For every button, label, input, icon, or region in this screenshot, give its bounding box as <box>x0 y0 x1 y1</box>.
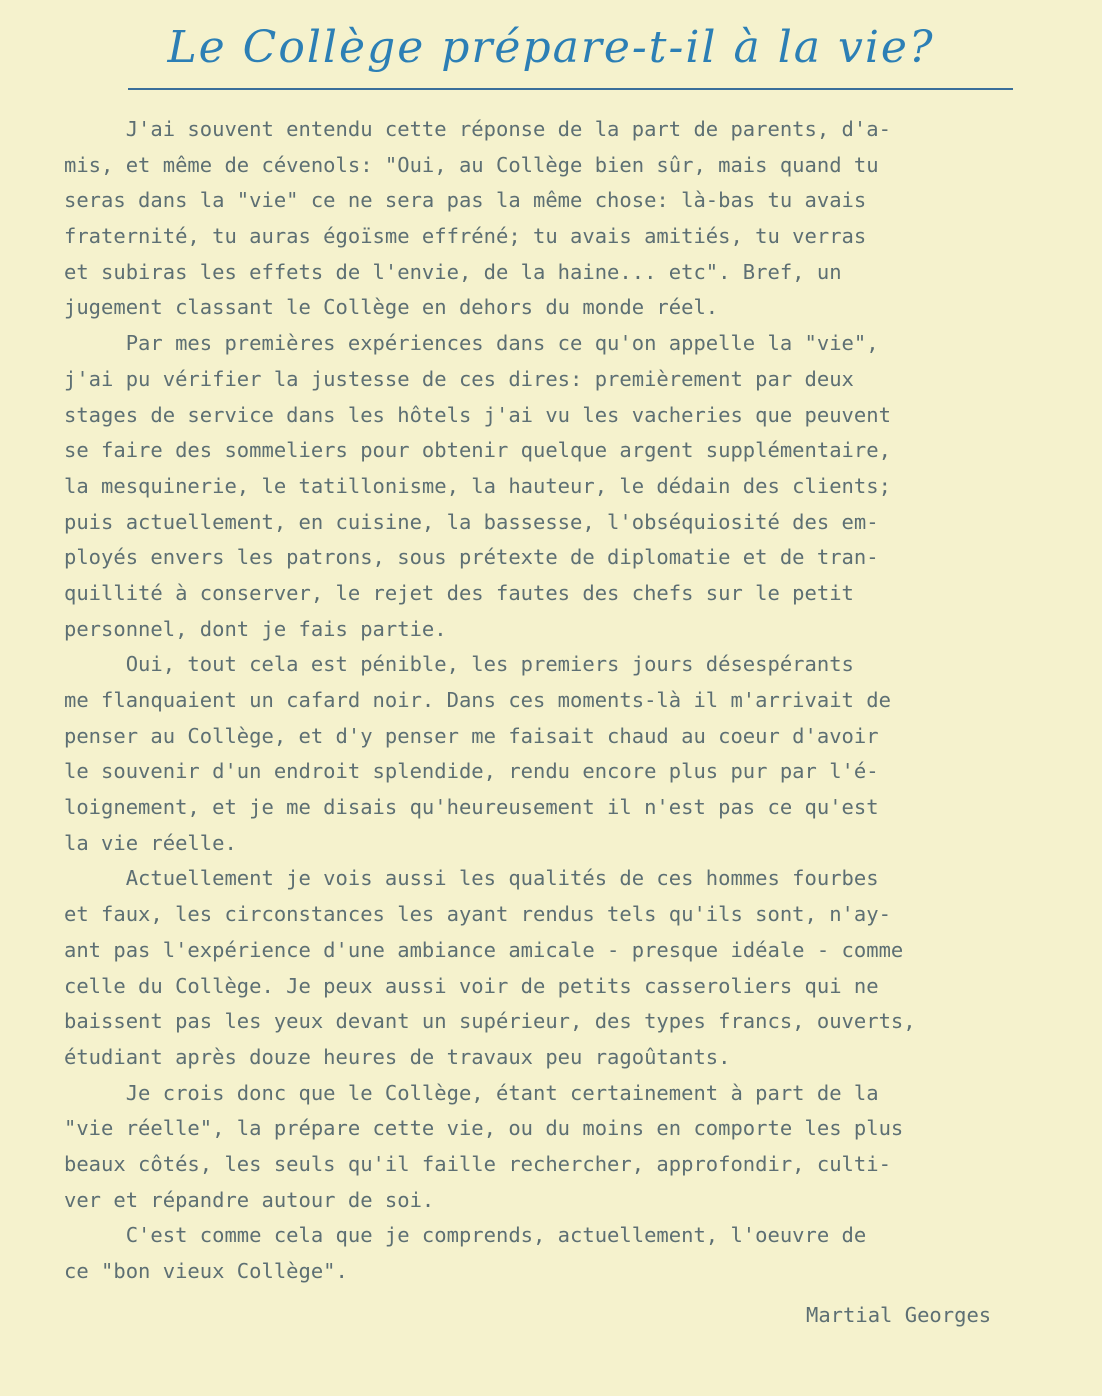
text-line: loignement, et je me disais qu'heureusement il n'est pas ce qu'est <box>64 795 879 820</box>
text-line: J'ai souvent entendu cette réponse de la part de parents, d'a- <box>64 117 891 141</box>
text-line: puis actuellement, en cuisine, la bassesse, l'obséquiosité des em- <box>64 509 879 534</box>
text-line: jugement classant le Collège en dehors du monde réel. <box>64 295 719 320</box>
text-line: j'ai pu vérifier la justesse de ces dires: premièrement par deux <box>64 366 854 391</box>
text-line: baissent pas les yeux devant un supérieur, des types francs, ouverts, <box>64 1009 916 1034</box>
title-underline <box>128 88 1013 90</box>
text-line: la vie réelle. <box>64 830 237 855</box>
text-line: penser au Collège, et d'y penser me faisait chaud au coeur d'avoir <box>64 723 879 748</box>
author-signature: Martial Georges <box>806 1303 992 1327</box>
text-line: Oui, tout cela est pénible, les premiers jours désespérants <box>64 652 854 677</box>
text-line: Je crois donc que le Collège, étant certainement à part de la <box>64 1080 879 1105</box>
text-line: personnel, dont je fais partie. <box>64 616 447 641</box>
text-line: "vie réelle", la prépare cette vie, ou du moins en comporte les plus <box>64 1116 904 1141</box>
text-line: ver et répandre autour de soi. <box>64 1187 435 1212</box>
text-line: et subiras les effets de l'envie, de la haine... etc". Bref, un <box>64 259 842 284</box>
text-line: le souvenir d'un endroit splendide, rendu encore plus pur par l'é- <box>64 759 879 784</box>
article-body <box>64 112 1064 1290</box>
text-line: seras dans la "vie" ce ne sera pas la même chose: là-bas tu avais <box>64 188 867 213</box>
text-line: Actuellement je vois aussi les qualités de ces hommes fourbes <box>64 866 879 891</box>
text-line: mis, et même de cévenols: "Oui, au Collège bien sûr, mais quand tu <box>64 152 879 177</box>
text-line: ployés envers les patrons, sous prétexte de diplomatie et de tran- <box>64 545 879 570</box>
text-line: celle du Collège. Je peux aussi voir de petits casseroliers qui ne <box>64 973 879 998</box>
text-line: beaux côtés, les seuls qu'il faille rechercher, approfondir, culti- <box>64 1151 891 1176</box>
text-line: étudiant après douze heures de travaux peu ragoûtants. <box>64 1044 731 1069</box>
text-line: la mesquinerie, le tatillonisme, la hauteur, le dédain des clients; <box>64 473 891 498</box>
page-title: Le Collège prépare-t-il à la vie? <box>167 22 935 73</box>
text-line: fraternité, tu auras égoïsme effréné; tu avais amitiés, tu verras <box>64 224 867 249</box>
text-line: me flanquaient un cafard noir. Dans ces moments-là il m'arrivait de <box>64 688 891 712</box>
text-line: ce "bon vieux Collège". <box>64 1259 348 1283</box>
text-line: stages de service dans les hôtels j'ai vu les vacheries que peuvent <box>64 402 891 427</box>
text-line: Par mes premières expériences dans ce qu'on appelle la "vie", <box>64 331 879 356</box>
text-line: se faire des sommeliers pour obtenir quelque argent supplémentaire, <box>64 438 891 463</box>
text-line: quillité à conserver, le rejet des fautes des chefs sur le petit <box>64 580 854 605</box>
text-line: C'est comme cela que je comprends, actuellement, l'oeuvre de <box>64 1223 867 1248</box>
text-line: ant pas l'expérience d'une ambiance amicale - presque idéale - comme <box>64 937 904 962</box>
text-line: et faux, les circonstances les ayant rendus tels qu'ils sont, n'ay- <box>64 902 891 927</box>
